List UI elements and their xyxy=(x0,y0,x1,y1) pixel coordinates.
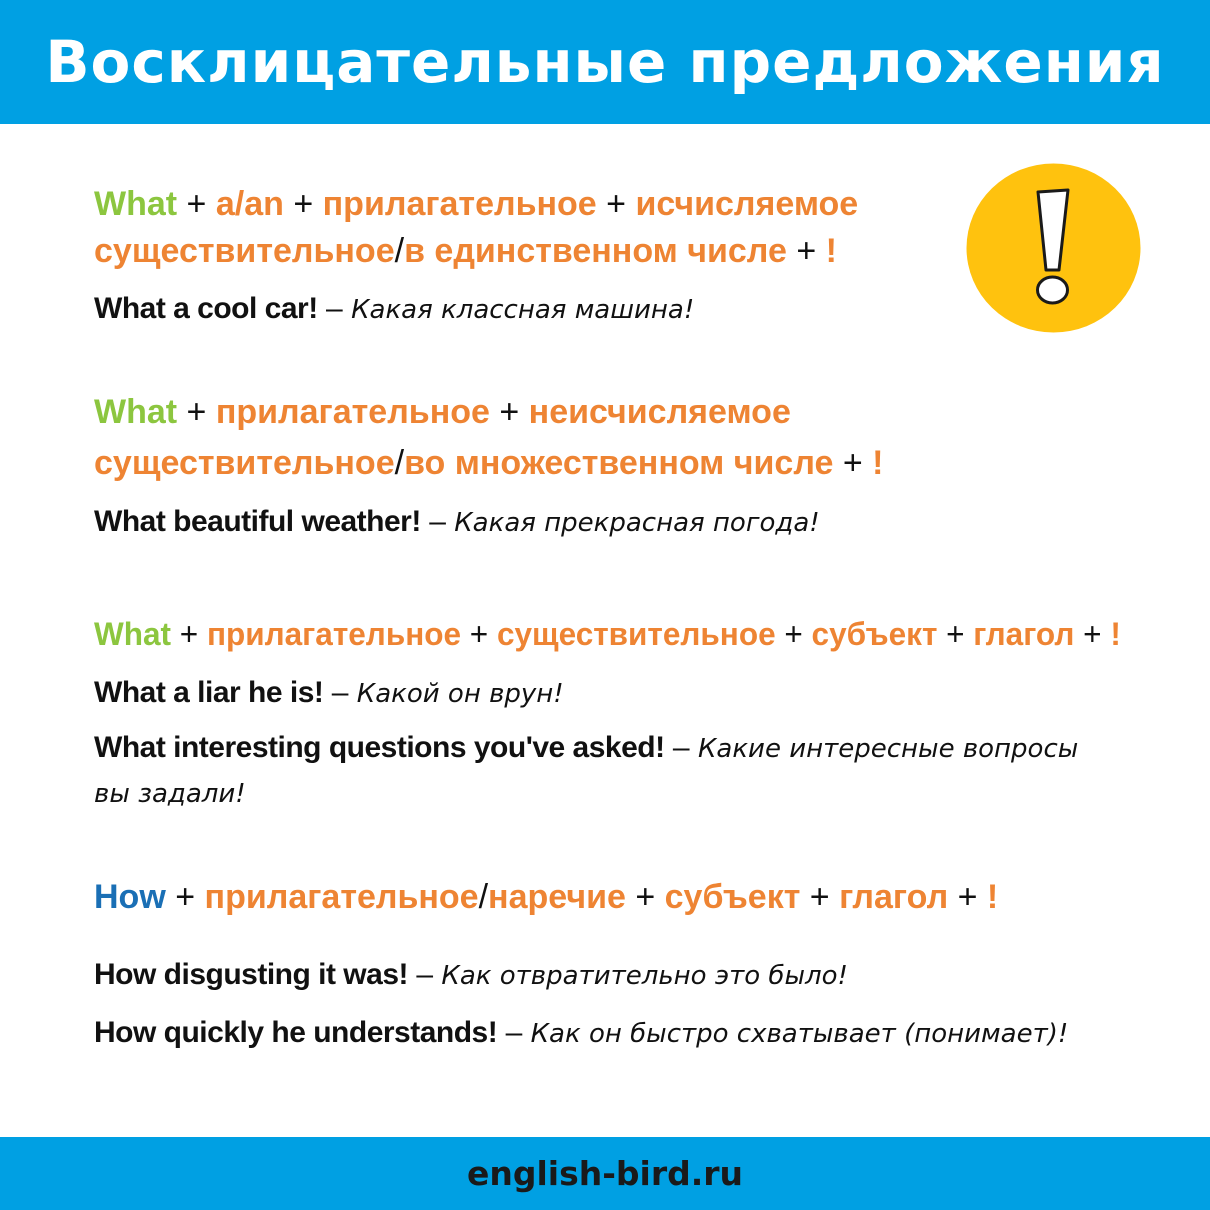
exclamation-icon xyxy=(966,163,1141,333)
rule-part: во множественном числе xyxy=(404,444,834,482)
example-english: How disgusting it was! xyxy=(94,958,409,991)
exclamation-mark: ! xyxy=(986,878,999,916)
page-title: Восклицательные предложения xyxy=(45,28,1165,96)
dash: – xyxy=(420,505,455,538)
plus-sign: + xyxy=(283,185,323,223)
plus-sign: + xyxy=(177,393,216,431)
rule-part: неисчисляемое xyxy=(528,393,791,431)
example-english: What a liar he is! xyxy=(94,676,324,709)
rule-part: прилагательное xyxy=(206,616,462,652)
rule-part: субъект xyxy=(664,878,801,916)
rule-part: прилагательное xyxy=(322,185,597,223)
example-4a xyxy=(94,953,848,998)
site-link[interactable]: english-bird.ru xyxy=(466,1154,744,1193)
rule-2-line-1 xyxy=(94,389,791,435)
rule-3-line-1 xyxy=(94,611,1121,657)
example-russian: Какая классная машина! xyxy=(351,295,695,325)
example-3a xyxy=(94,671,564,716)
slash: / xyxy=(478,878,489,916)
plus-sign: + xyxy=(165,878,205,916)
footer-banner xyxy=(0,1137,1210,1210)
plus-sign: + xyxy=(177,185,216,223)
example-english: What beautiful weather! xyxy=(94,505,421,538)
exclamation-mark: ! xyxy=(872,444,884,482)
dash: – xyxy=(664,731,698,764)
dash: – xyxy=(323,676,357,709)
example-1 xyxy=(94,287,694,332)
exclamation-mark: ! xyxy=(825,232,837,270)
keyword-what: What xyxy=(94,616,172,652)
rule-part: прилагательное xyxy=(215,393,490,431)
example-english: What a cool car! xyxy=(94,292,318,325)
dash: – xyxy=(497,1016,531,1049)
example-english: What interesting questions you've asked! xyxy=(94,731,665,764)
example-russian: вы задали! xyxy=(94,779,246,809)
rule-part: исчисляемое xyxy=(635,185,859,223)
example-russian: Какая прекрасная погода! xyxy=(454,508,820,538)
rule-1-line-1 xyxy=(94,181,858,227)
plus-sign: + xyxy=(625,878,665,916)
example-russian: Как он быстро схватывает (понимает)! xyxy=(530,1019,1069,1049)
plus-sign: + xyxy=(171,616,207,652)
rule-part: субъект xyxy=(811,616,938,652)
example-3b xyxy=(94,726,1078,771)
rule-part: глагол xyxy=(839,878,949,916)
plus-sign: + xyxy=(800,878,840,916)
rule-part: существительное xyxy=(496,616,776,652)
rule-part: наречие xyxy=(488,878,626,916)
plus-sign: + xyxy=(489,393,529,431)
keyword-how: How xyxy=(94,878,166,916)
rule-4-line-1 xyxy=(94,874,998,920)
rule-part: существительное xyxy=(94,444,395,482)
rule-part: прилагательное xyxy=(204,878,479,916)
plus-sign: + xyxy=(948,878,987,916)
slash: / xyxy=(394,232,405,270)
example-3b-continued xyxy=(94,771,246,816)
exclamation-mark: ! xyxy=(1110,616,1121,652)
example-russian: Какие интересные вопросы xyxy=(697,734,1079,764)
plus-sign: + xyxy=(775,616,812,652)
plus-sign: + xyxy=(786,232,826,270)
rule-part: глагол xyxy=(973,616,1075,652)
example-2 xyxy=(94,500,820,545)
plus-sign: + xyxy=(461,616,497,652)
rule-2-line-2 xyxy=(94,440,883,486)
rule-part: в единственном числе xyxy=(404,232,787,270)
plus-sign: + xyxy=(1074,616,1111,652)
example-english: How quickly he understands! xyxy=(94,1016,498,1049)
rule-1-line-2 xyxy=(94,228,837,274)
keyword-what: What xyxy=(94,185,178,223)
header-banner xyxy=(0,0,1210,124)
plus-sign: + xyxy=(596,185,636,223)
plus-sign: + xyxy=(833,444,873,482)
example-4b xyxy=(94,1011,1068,1056)
keyword-what: What xyxy=(94,393,178,431)
dash: – xyxy=(408,958,442,991)
rule-part: существительное xyxy=(94,232,395,270)
example-russian: Какой он врун! xyxy=(356,679,564,709)
example-russian: Как отвратительно это было! xyxy=(441,961,848,991)
slash: / xyxy=(394,444,405,482)
rule-part: a/an xyxy=(215,185,284,223)
plus-sign: + xyxy=(937,616,974,652)
dash: – xyxy=(317,292,352,325)
